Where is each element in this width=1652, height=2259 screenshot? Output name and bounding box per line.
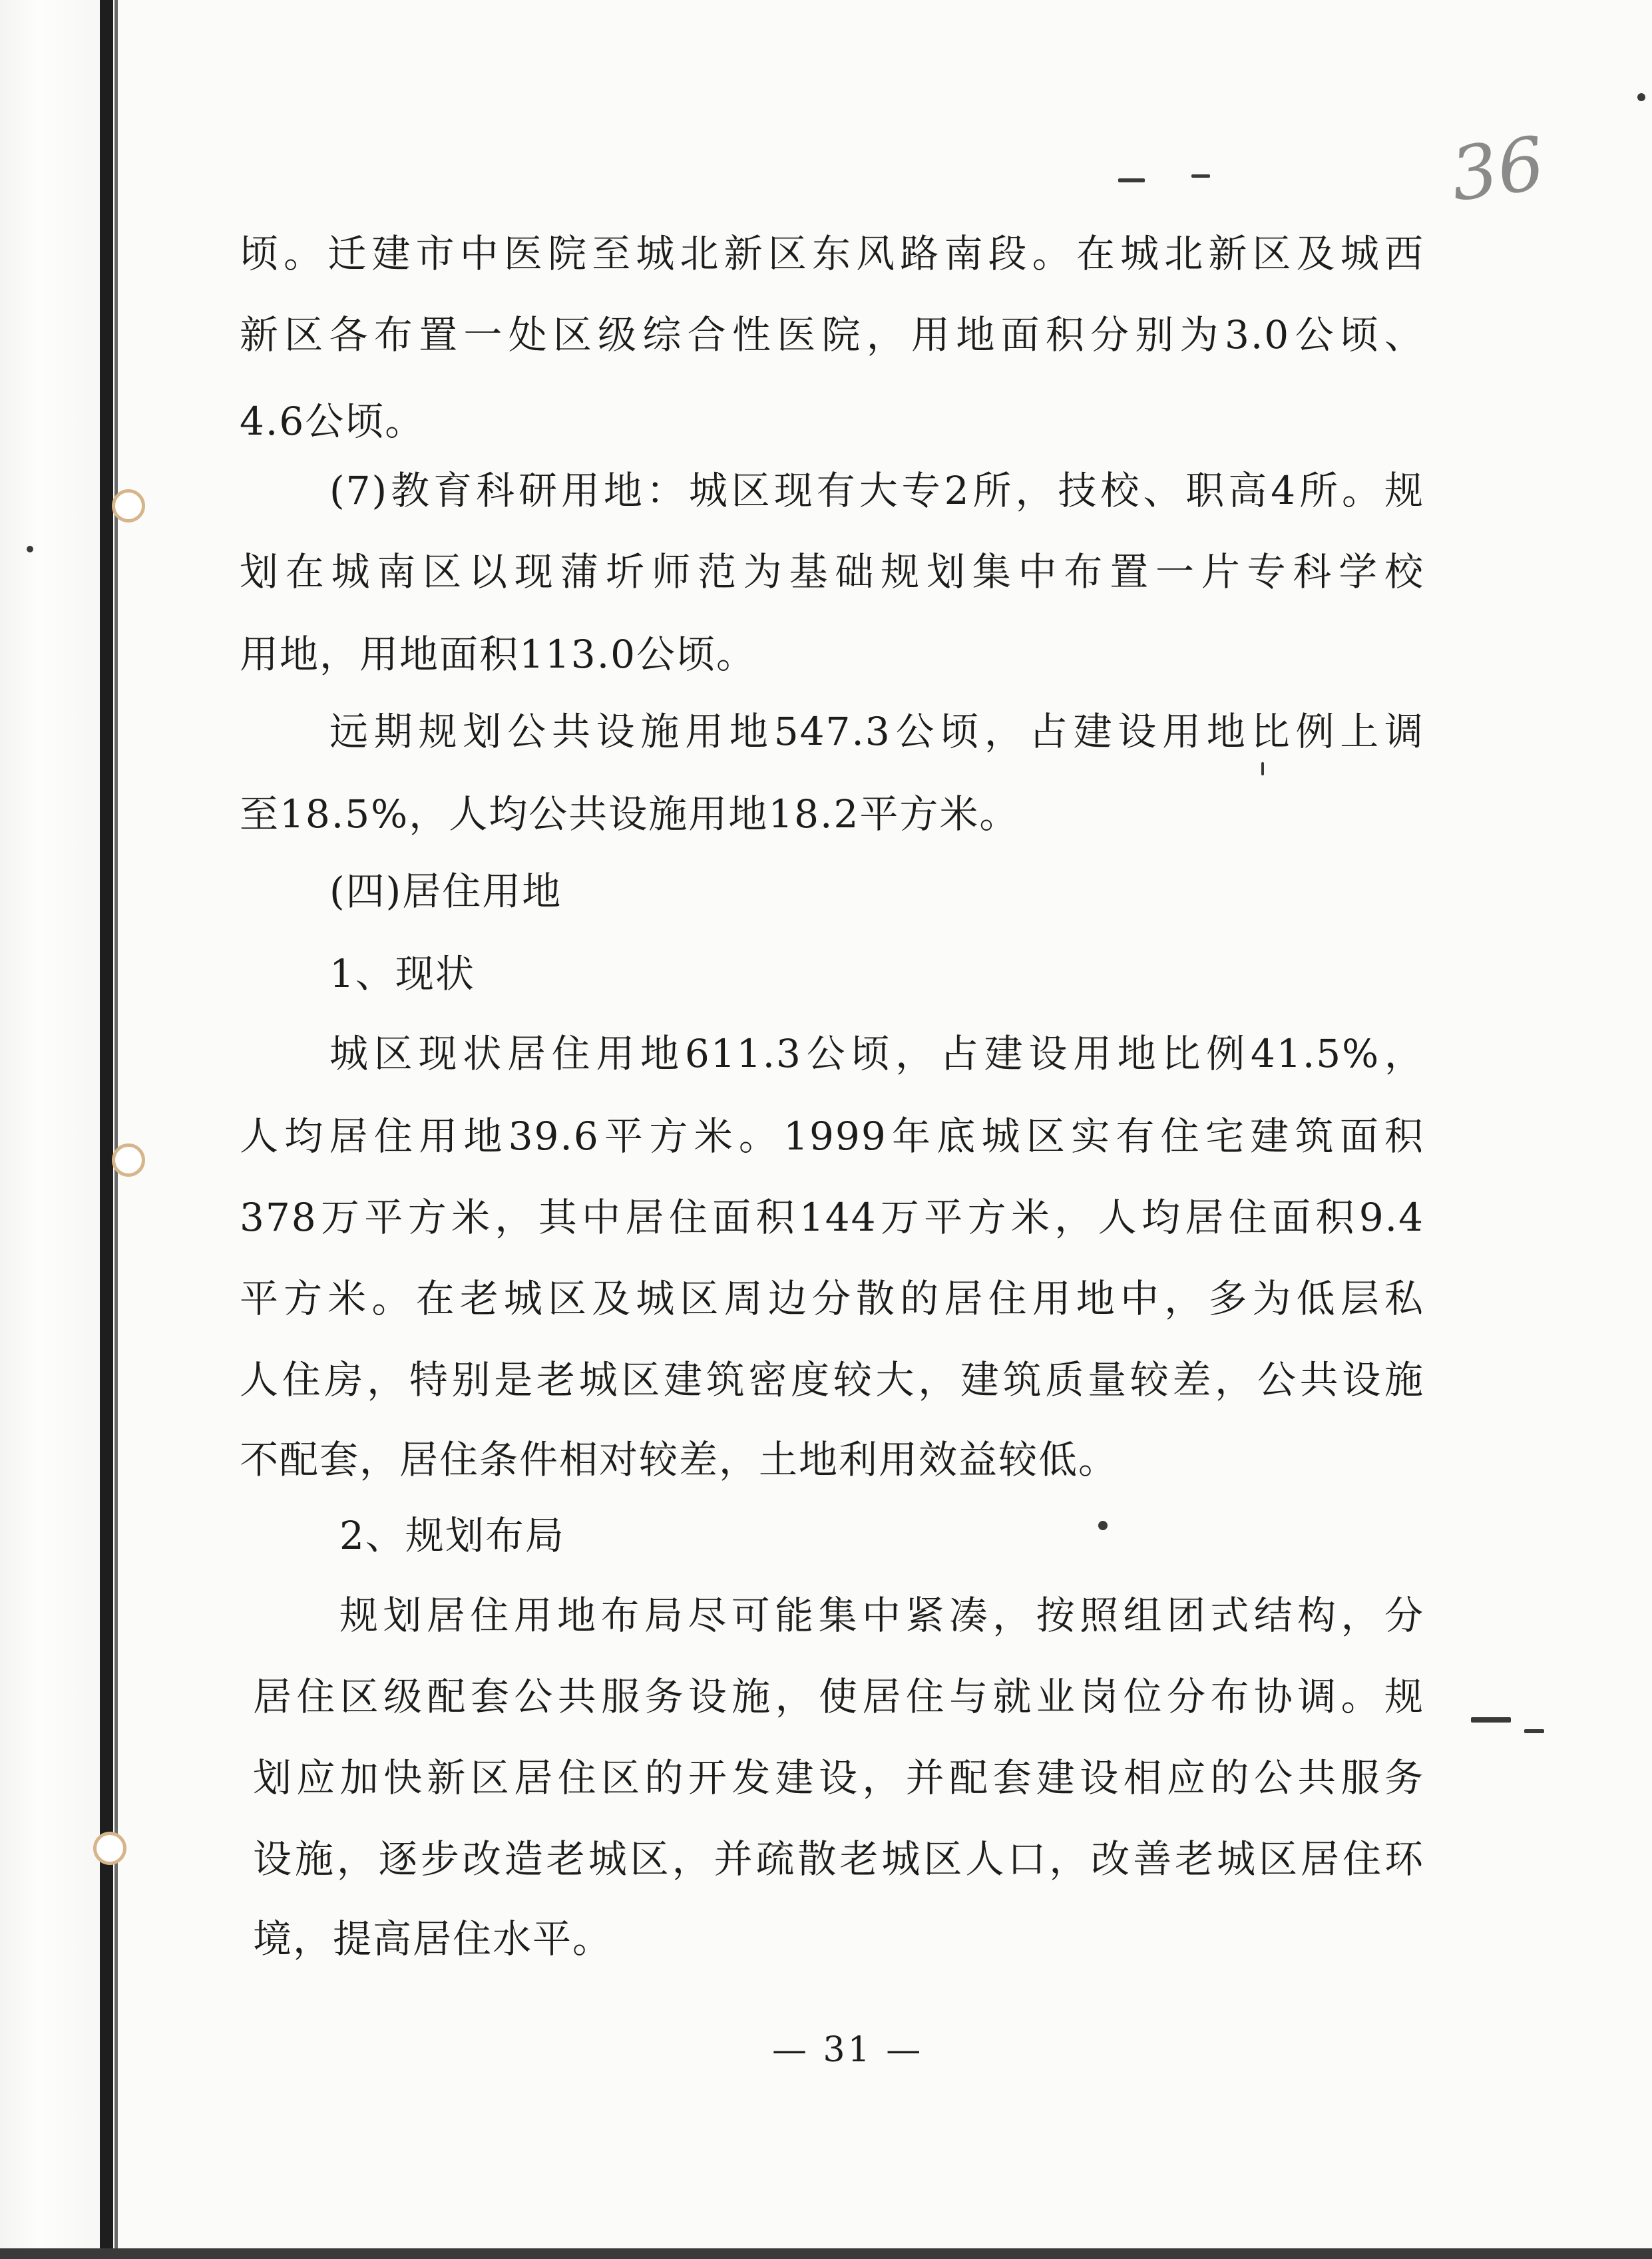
punch-hole-bottom (93, 1832, 126, 1865)
body-line-4: (7)教育科研用地：城区现有大专2所，技校、职高4所。规 (329, 468, 1424, 513)
body-line-18: 规划居住用地布局尽可能集中紧凑，按照组团式结构，分 (339, 1593, 1424, 1638)
scan-speck (1118, 178, 1145, 182)
body-line-1: 顷。迁建市中医院至城北新区东风路南段。在城北新区及城西 (240, 231, 1424, 276)
body-line-19: 居住区级配套公共服务设施，使居住与就业岗位分布协调。规 (253, 1674, 1424, 1719)
body-line-5: 划在城南区以现蒲圻师范为基础规划集中布置一片专科学校 (240, 549, 1424, 594)
body-line-21: 设施，逐步改造老城区，并疏散老城区人口，改善老城区居住环 (253, 1836, 1424, 1882)
page-number: — 31 — (772, 2030, 924, 2070)
body-line-22: 境，提高居住水平。 (253, 1916, 613, 1961)
body-line-15: 人住房，特别是老城区建筑密度较大，建筑质量较差，公共设施 (240, 1357, 1424, 1402)
scan-speck (1524, 1729, 1544, 1733)
scan-speck (27, 546, 33, 552)
body-line-7: 远期规划公共设施用地547.3公顷，占建设用地比例上调 (329, 709, 1424, 754)
body-line-6: 用地，用地面积113.0公顷。 (240, 632, 757, 677)
binding-edge-line (100, 0, 113, 2259)
subsection-heading-layout: 2、规划布局 (339, 1513, 565, 1558)
body-line-13: 378万平方米，其中居住面积144万平方米，人均居住面积9.4 (240, 1195, 1424, 1240)
section-heading-residential: (四)居住用地 (329, 869, 562, 914)
body-line-12: 人均居住用地39.6平方米。1999年底城区实有住宅建筑面积 (240, 1114, 1424, 1159)
body-line-8: 至18.5%，人均公共设施用地18.2平方米。 (240, 791, 1020, 837)
punch-hole-top (112, 489, 145, 522)
scan-speck (1261, 762, 1264, 775)
scan-speck (1191, 174, 1210, 178)
body-line-20: 划应加快新区居住区的开发建设，并配套建设相应的公共服务 (253, 1755, 1424, 1800)
scan-speck (1098, 1521, 1108, 1530)
body-line-2: 新区各布置一处区级综合性医院，用地面积分别为3.0公顷、 (240, 312, 1424, 357)
binding-margin (0, 0, 100, 2259)
binding-edge-shadow (114, 0, 118, 2259)
scan-speck (1637, 93, 1645, 101)
subsection-heading-status: 1、现状 (329, 951, 475, 996)
scan-bottom-edge (0, 2248, 1652, 2259)
body-line-3: 4.6公顷。 (240, 399, 425, 444)
handwritten-page-mark: 36 (1445, 120, 1550, 218)
punch-hole-middle (112, 1143, 145, 1177)
body-line-14: 平方米。在老城区及城区周边分散的居住用地中，多为低层私 (240, 1276, 1424, 1321)
body-line-11: 城区现状居住用地611.3公顷，占建设用地比例41.5%， (329, 1031, 1424, 1076)
scan-speck (1471, 1717, 1511, 1723)
body-line-16: 不配套，居住条件相对较差，土地利用效益较低。 (240, 1437, 1119, 1482)
